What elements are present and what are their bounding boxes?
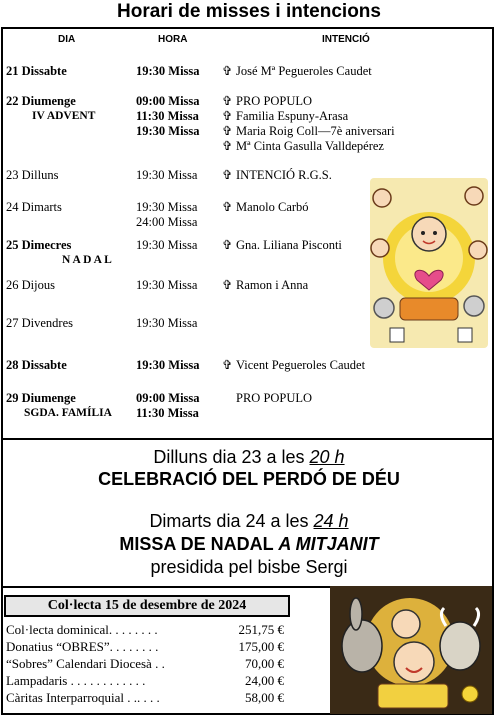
cross-icon: ✞	[222, 94, 233, 108]
collecta-row	[6, 673, 284, 689]
cross-icon: ✞	[222, 124, 233, 138]
intentions	[222, 200, 309, 215]
collecta-amount: 58,00 €	[245, 690, 284, 705]
announcement-2-title-a: MISSA DE NADAL	[119, 534, 279, 554]
cross-icon: ✞	[222, 168, 233, 182]
day-label: 22 Diumenge	[6, 94, 76, 108]
intention-text: Vicent Pegueroles Caudet	[236, 358, 366, 372]
mass-times	[136, 316, 197, 331]
block-toy	[390, 328, 404, 342]
announcement-1-time: 20 h	[309, 447, 345, 467]
ox-head	[440, 622, 480, 670]
intention-text: Ramon i Anna	[236, 278, 309, 292]
intention-text: Manolo Carbó	[236, 200, 309, 214]
nativity-illustration	[330, 586, 492, 714]
intentions	[222, 94, 395, 154]
day-label: 28 Dissabte	[6, 358, 67, 372]
cross-icon: ✞	[222, 200, 233, 214]
cross-icon: ✞	[222, 109, 233, 123]
intention-text: PRO POPULO	[236, 391, 313, 405]
collecta-label: Càritas Interparroquial . .. . . .	[6, 690, 160, 705]
mass-times	[136, 278, 197, 293]
baby-face	[412, 217, 446, 251]
intention-line	[222, 109, 395, 124]
column-header-dia: DIA	[58, 34, 76, 45]
cross-icon: ✞	[222, 278, 233, 292]
intention-line	[222, 200, 309, 215]
manger	[400, 298, 458, 320]
intention-text: PRO POPULO	[236, 94, 313, 108]
intention-text: Familia Espuny-Arasa	[236, 109, 349, 123]
announcement-2-time: 24 h	[313, 511, 349, 531]
mass-time: 11:30 Missa	[136, 109, 199, 123]
announcement-2-title-b: A MITJANIT	[278, 534, 379, 554]
collecta-label: Lampadaris . . . . . . . . . . . .	[6, 673, 146, 688]
elder-face	[374, 298, 394, 318]
baby-face	[394, 642, 434, 682]
collecta-label: Col·lecta dominical. . . . . . . .	[6, 622, 158, 637]
mass-time: 24:00 Missa	[136, 215, 198, 229]
collecta-label: Donatius “OBRES”. . . . . . . .	[6, 639, 159, 654]
day-label: 24 Dimarts	[6, 200, 62, 214]
manger-straw	[378, 684, 448, 708]
announcement-2-line	[0, 511, 498, 532]
child-face	[392, 610, 420, 638]
announcement-1-title: CELEBRACIÓ DEL PERDÓ DE DÉU	[98, 469, 400, 489]
intention-line	[222, 124, 395, 139]
cross-icon: ✞	[222, 64, 233, 78]
mass-times	[136, 94, 200, 139]
day-label: 26 Dijous	[6, 278, 55, 292]
collecta-amount: 175,00 €	[238, 639, 284, 654]
collecta-heading: Col·lecta 15 de desembre de 2024	[4, 595, 290, 617]
day-sublabel: SGDA. FAMÍLIA	[24, 407, 112, 419]
cross-icon: ✞	[222, 358, 233, 372]
day-label: 27 Divendres	[6, 316, 73, 330]
intention-text: Gna. Liliana Pisconti	[236, 238, 342, 252]
column-header-hora: HORA	[158, 34, 188, 45]
mass-time: 19:30 Missa	[136, 358, 200, 372]
intentions	[222, 278, 308, 293]
day-sublabel: N A D A L	[62, 254, 112, 266]
intention-line	[222, 94, 395, 109]
intention-line	[222, 139, 395, 154]
mass-times	[136, 391, 200, 421]
intention-line	[222, 64, 372, 79]
child-face	[371, 239, 389, 257]
day-label: 29 Diumenge	[6, 391, 76, 405]
collecta-amount: 251,75 €	[238, 622, 284, 637]
intention-line	[222, 238, 342, 253]
column-header-intencio: INTENCIÓ	[322, 34, 370, 45]
collecta-label: “Sobres” Calendari Diocesà . .	[6, 656, 165, 671]
intention-text: José Mª Pegueroles Caudet	[236, 64, 372, 78]
announcement-2-title	[0, 534, 498, 555]
intentions	[222, 358, 365, 373]
mass-times	[136, 238, 197, 253]
intention-line	[222, 278, 308, 293]
intention-line	[222, 168, 332, 183]
collecta-row	[6, 690, 284, 706]
cross-icon: ✞	[222, 238, 233, 252]
collecta-amount: 70,00 €	[245, 656, 284, 671]
block-toy	[458, 328, 472, 342]
collecta-row	[6, 639, 284, 655]
mass-time: 11:30 Missa	[136, 406, 199, 420]
intention-line	[222, 391, 312, 406]
mass-time: 19:30 Missa	[136, 238, 198, 252]
mass-times	[136, 200, 197, 230]
child-face	[469, 241, 487, 259]
baby-jesus-illustration	[370, 178, 488, 348]
child-face	[373, 189, 391, 207]
mass-time: 19:30 Missa	[136, 200, 198, 214]
collecta-row	[6, 656, 284, 672]
mass-times	[136, 64, 200, 79]
announcement-2-subtitle: presidida pel bisbe Sergi	[150, 557, 348, 577]
divider	[3, 438, 494, 440]
announcement-2-prefix: Dimarts dia 24 a les	[149, 511, 314, 531]
day-label: 23 Dilluns	[6, 168, 59, 182]
intention-text: Maria Roig Coll—7è aniversari	[236, 124, 395, 138]
mass-time: 09:00 Missa	[136, 391, 200, 405]
intention-text: INTENCIÓ R.G.S.	[236, 168, 332, 182]
cross-icon: ✞	[222, 139, 233, 153]
intentions	[222, 238, 342, 253]
day-label: 21 Dissabte	[6, 64, 67, 78]
mass-time: 19:30 Missa	[136, 278, 198, 292]
day-label: 25 Dimecres	[6, 238, 72, 252]
intentions	[222, 391, 312, 406]
day-sublabel: IV ADVENT	[32, 110, 96, 122]
mass-time: 19:30 Missa	[136, 168, 198, 182]
announcement-1-prefix: Dilluns dia 23 a les	[153, 447, 310, 467]
mass-time: 19:30 Missa	[136, 124, 200, 138]
announcement-1-line	[0, 447, 498, 468]
chick-icon	[462, 686, 478, 702]
collecta-amount: 24,00 €	[245, 673, 284, 688]
page-title: Horari de misses i intencions	[117, 1, 381, 22]
intention-text: Mª Cinta Gasulla Valldepérez	[236, 139, 384, 153]
mass-time: 09:00 Missa	[136, 94, 200, 108]
mass-time: 19:30 Missa	[136, 316, 198, 330]
collecta-row	[6, 622, 284, 638]
elder-face	[464, 296, 484, 316]
mass-times	[136, 358, 200, 373]
mass-times	[136, 168, 197, 183]
intention-line	[222, 358, 365, 373]
intentions	[222, 168, 332, 183]
donkey-head	[342, 620, 382, 672]
mass-time: 19:30 Missa	[136, 64, 200, 78]
child-face	[465, 187, 483, 205]
intentions	[222, 64, 372, 79]
